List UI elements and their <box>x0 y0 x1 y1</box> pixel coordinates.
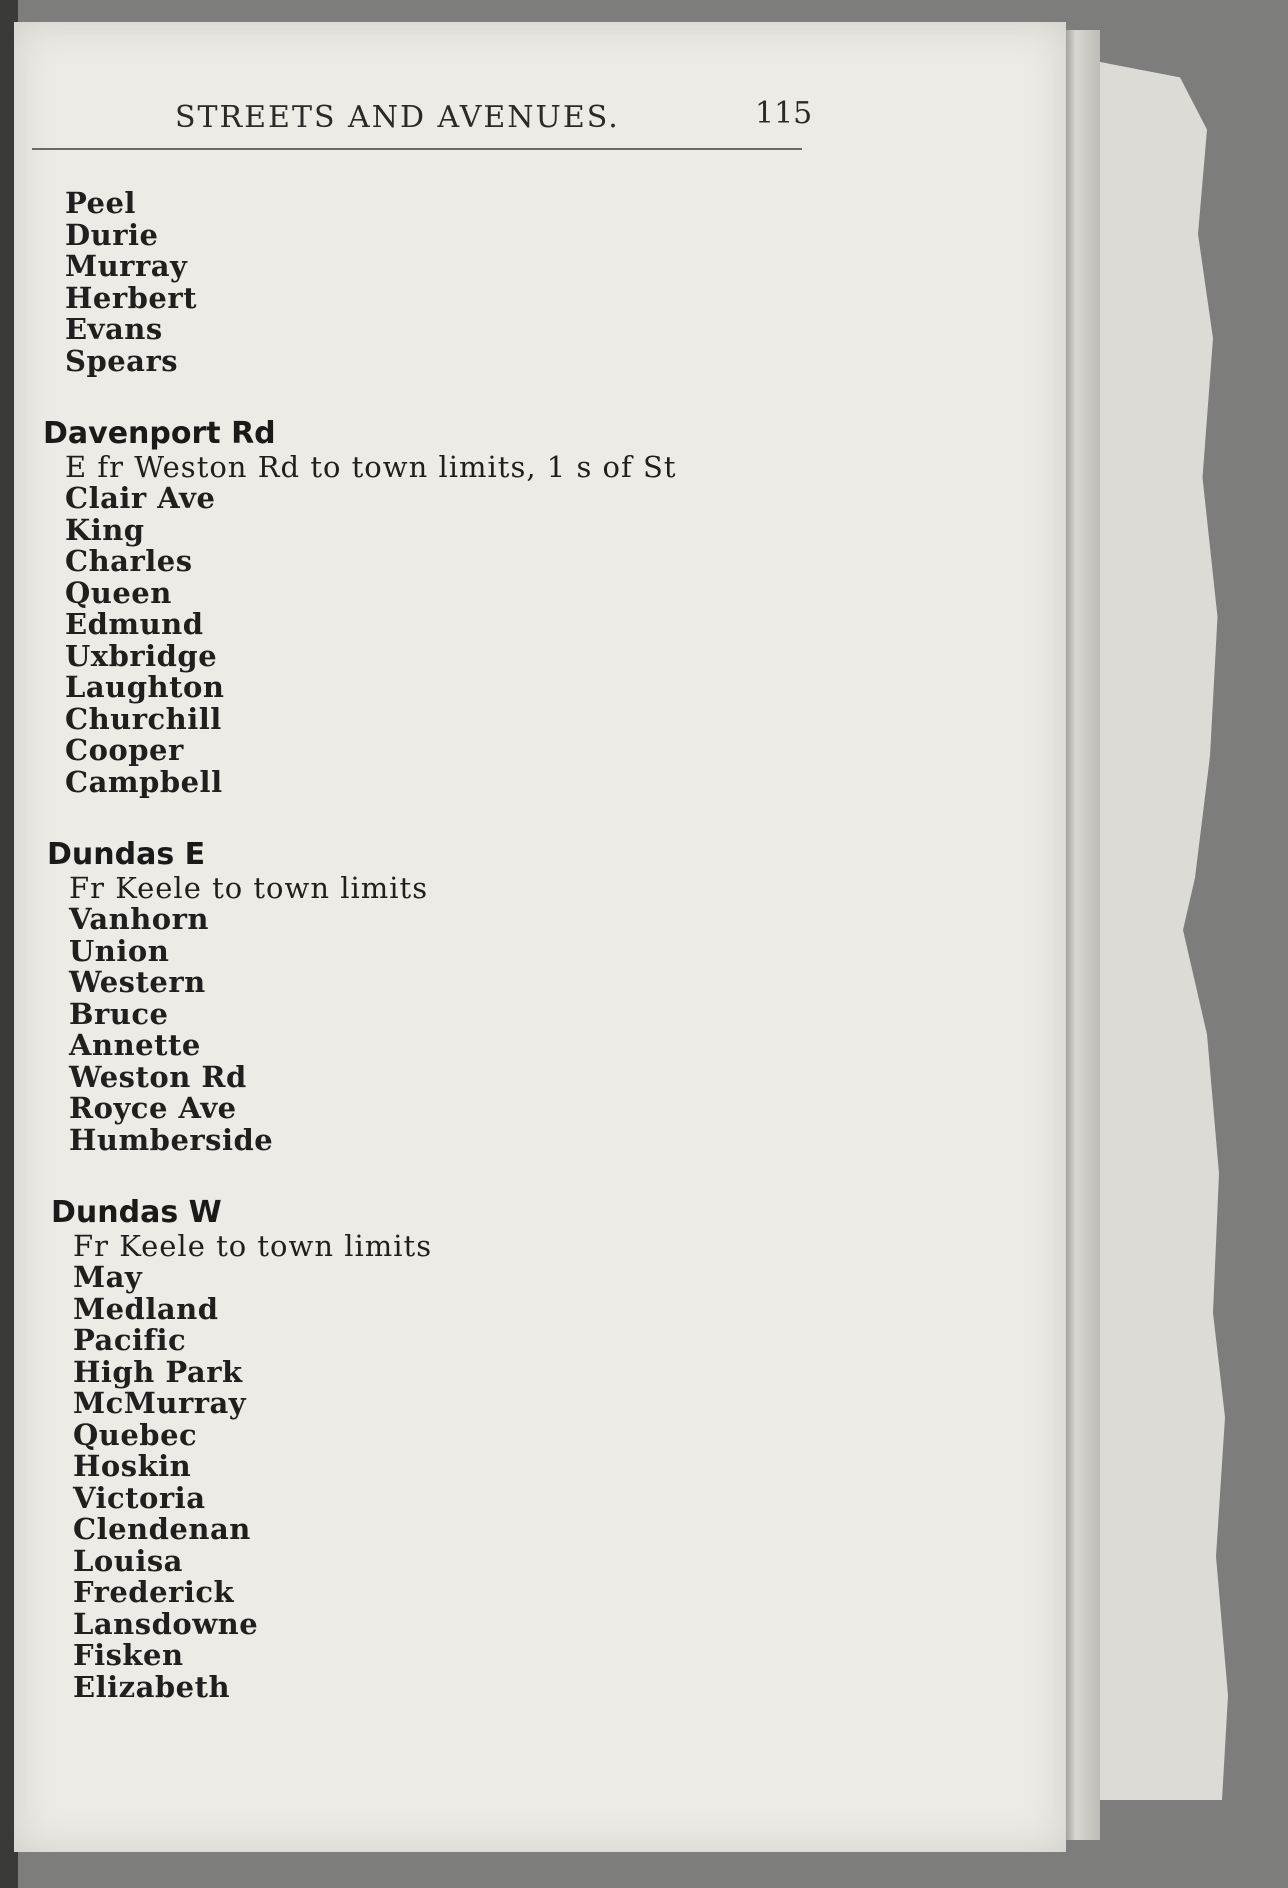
list-item: McMurray <box>73 1386 247 1420</box>
list-item: Bruce <box>69 996 169 1031</box>
page-header-title: STREETS AND AVENUES. <box>175 100 620 135</box>
list-item: Uxbridge <box>65 638 218 673</box>
list-item: May <box>73 1260 143 1294</box>
list-item: Union <box>69 933 170 968</box>
list-item: Cooper <box>65 733 184 767</box>
list-item: Fisken <box>73 1638 184 1672</box>
section-dundas-e <box>47 837 676 1157</box>
list-item: Pacific <box>73 1323 187 1357</box>
section-description: Fr Keele to town limits <box>73 1229 433 1263</box>
list-item: Quebec <box>73 1417 198 1452</box>
list-item: Durie <box>65 217 159 252</box>
list-item: Western <box>69 965 206 999</box>
list-item: Queen <box>65 575 172 610</box>
list-item: Elizabeth <box>73 1669 231 1704</box>
list-item: Humberside <box>69 1122 274 1157</box>
list-item: Clair Ave <box>65 481 216 515</box>
list-item: Evans <box>65 312 163 346</box>
list-item: Churchill <box>65 701 222 736</box>
list-item: Spears <box>65 343 179 378</box>
page-number: 115 <box>755 96 813 131</box>
header-rule <box>32 148 802 150</box>
list-item: Frederick <box>73 1575 235 1609</box>
list-item: Clendenan <box>73 1512 251 1546</box>
list-item: Weston Rd <box>69 1059 247 1094</box>
list-item: Murray <box>65 249 188 283</box>
street-directory <box>43 186 677 1704</box>
list-item: Peel <box>65 186 136 220</box>
list-item: Victoria <box>73 1480 206 1515</box>
section-title: Davenport Rd <box>43 416 276 451</box>
list-item: Vanhorn <box>69 902 210 936</box>
torn-page-edge <box>1090 60 1240 1800</box>
intro-street-list <box>65 188 676 377</box>
list-item: Laughton <box>65 670 225 704</box>
section-title: Dundas E <box>47 837 206 872</box>
section-title: Dundas W <box>51 1195 222 1230</box>
list-item: Edmund <box>65 607 204 641</box>
section-description: E fr Weston Rd to town limits, 1 s of St <box>65 450 677 484</box>
list-item: Royce Ave <box>69 1091 237 1125</box>
list-item: High Park <box>73 1354 243 1389</box>
section-description: Fr Keele to town limits <box>69 871 429 905</box>
list-item: Hoskin <box>73 1449 192 1483</box>
list-item: Medland <box>73 1291 219 1326</box>
list-item: Lansdowne <box>73 1606 259 1641</box>
section-davenport-rd <box>43 416 677 799</box>
list-item: Campbell <box>65 764 223 799</box>
list-item: King <box>65 512 145 547</box>
list-item: Annette <box>69 1028 201 1062</box>
section-dundas-w <box>51 1195 676 1704</box>
list-item: Herbert <box>65 280 198 315</box>
list-item: Charles <box>65 544 193 578</box>
list-item: Louisa <box>73 1543 183 1578</box>
